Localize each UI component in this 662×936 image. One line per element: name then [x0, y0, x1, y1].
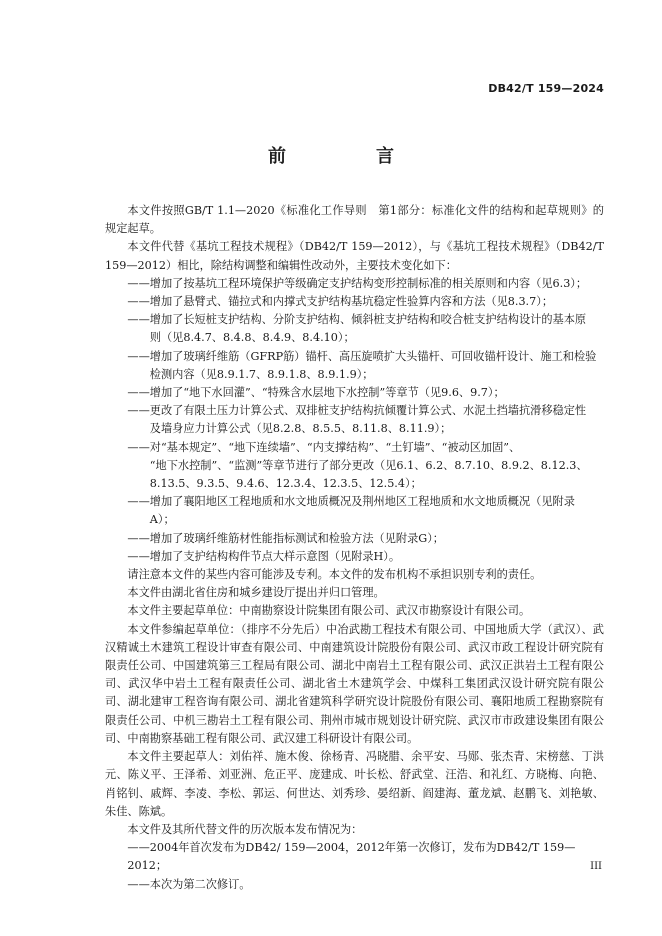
list-item-continuation: 则（见8.4.7、8.4.8、8.4.9、8.4.10）； — [149, 331, 355, 345]
list-item-text: ——更改了有限土压力计算公式、双排桩支护结构抗倾覆计算公式、水泥土挡墙抗滑移稳定性 — [127, 404, 587, 418]
page-number: III — [590, 861, 602, 872]
list-item-text: ——对“基本规定”、“地下连续墙”、“内支撑结构”、“土钉墙”、“被动区加固”、 — [127, 440, 521, 454]
history-item: ——本次为第二次修订。 — [127, 877, 251, 891]
page-title: 前 言 — [268, 146, 430, 167]
paragraph-participating-units: 本文件参编起草单位：（排序不分先后）中冶武勘工程技术有限公司、中国地质大学（武汉）、武汉精诚土木建筑工程设计审查有限公司、中南建筑设计院股份有限公司、武汉市政工程设计研究院有限责任公司、中国建筑第三工程局有限公司、湖北中南岩土工程有限公司、武汉正洪岩土工程有限公司、武汉华中岩土工程有限责任公司、湖北省土木建筑学会、中煤科工集团武汉设计研究院有限公司、湖北建审工程咨询有限公司、湖北省建筑科学研究设计院股份有限公司、襄阳地质工程勘察院有限责任公司、中机三勘岩土工程有限公司、荆州市城市规划设计研究院、武汉市市政建设集团有限公司、中南勘察基础工程有限公司、武汉建工科研设计有限公司。 — [105, 622, 604, 745]
paragraph-standard-basis: 本文件按照GB/T 1.1—2020《标准化工作导则 第1部分：标准化文件的结构和起草规则》的规定起草。 — [105, 204, 604, 236]
list-item — [105, 348, 604, 384]
list-item-text: ——增加了玻璃纤维筋（GFRP筋）锚杆、高压旋喷扩大头锚杆、可回收锚杆设计、施工和检验 — [127, 349, 597, 363]
list-item — [105, 402, 604, 438]
list-item-text: ——增加了支护结构构件节点大样示意图（见附录H）。 — [127, 549, 401, 563]
list-item — [105, 275, 604, 293]
paragraph-proposer: 本文件由湖北省住房和城乡建设厅提出并归口管理。 — [127, 586, 385, 600]
foreword-body — [105, 202, 604, 894]
list-item — [105, 439, 604, 494]
list-item — [105, 548, 604, 566]
list-item-text: ——增加了襄阳地区工程地质和水文地质概况及荆州地区工程地质和水文地质概况（见附录 — [127, 495, 575, 509]
paragraph-history-intro: 本文件及其所代替文件的历次版本发布情况为： — [127, 822, 363, 836]
list-item-text: ——增加了长短桩支护结构、分阶支护结构、倾斜桩支护结构和咬合桩支护结构设计的基本原 — [127, 313, 587, 327]
list-item — [105, 384, 604, 402]
list-item-text: ——增加了悬臂式、锚拉式和内撑式支护结构基坑稳定性验算内容和方法（见8.3.7）； — [127, 295, 554, 309]
list-item-continuation: “地下水控制”、“监测”等章节进行了部分更改（见6.1、6.2、8.7.10、8.9.2、8.12.3、8.13.5、9.3.5、9.4.6、12.3.4、12.3.5、12.5.4）； — [149, 458, 588, 491]
history-item: ——2004年首次发布为DB42/ 159—2004，2012年第一次修订，发布为DB42/T 159—2012； — [127, 841, 576, 873]
list-item-text: ——增加了按基坑工程环境保护等级确定支护结构变形控制标准的相关原则和内容（见6.3）； — [127, 276, 588, 290]
list-item-continuation: A）； — [149, 513, 175, 527]
list-item — [105, 530, 604, 548]
paragraph-drafters: 本文件主要起草人：刘佑祥、施木俊、徐杨青、冯晓腊、余平安、马郧、张杰青、宋榜慈、丁洪元、陈义平、王泽希、刘亚洲、危正平、庞建成、叶长松、舒武堂、汪浩、和礼红、方晓梅、向艳、肖铭钊、戚辉、李凌、李松、郭运、何世达、刘秀珍、晏绍新、阎建海、董龙斌、赵鹏飞、刘艳敏、朱佳、陈斌。 — [105, 750, 604, 818]
list-item — [105, 493, 604, 529]
list-item-continuation: 及墙身应力计算公式（见8.2.8、8.5.5、8.11.8、8.11.9）； — [149, 422, 452, 436]
list-item-text: ——增加了“地下水回灌”、“特殊含水层地下水控制”等章节（见9.6、9.7）； — [127, 386, 505, 400]
paragraph-lead-drafting-units: 本文件主要起草单位：中南勘察设计院集团有限公司、武汉市勘察设计有限公司。 — [127, 604, 531, 618]
list-item-continuation: 检测内容（见8.9.1.7、8.9.1.8、8.9.1.9）； — [149, 367, 374, 381]
paragraph-replacement: 本文件代替《基坑工程技术规程》（DB42/T 159—2012），与《基坑工程技术规程》（DB42/T 159—2012）相比，除结构调整和编辑性改动外，主要技术变化如下： — [105, 240, 604, 272]
list-item-text: ——增加了玻璃纤维筋材性能指标测试和检验方法（见附录G）； — [127, 531, 444, 545]
paragraph-patent-notice: 请注意本文件的某些内容可能涉及专利。本文件的发布机构不承担识别专利的责任。 — [127, 568, 542, 582]
changes-list — [105, 275, 604, 566]
list-item — [105, 311, 604, 347]
document-code: DB42/T 159—2024 — [488, 82, 604, 95]
list-item — [105, 293, 604, 311]
